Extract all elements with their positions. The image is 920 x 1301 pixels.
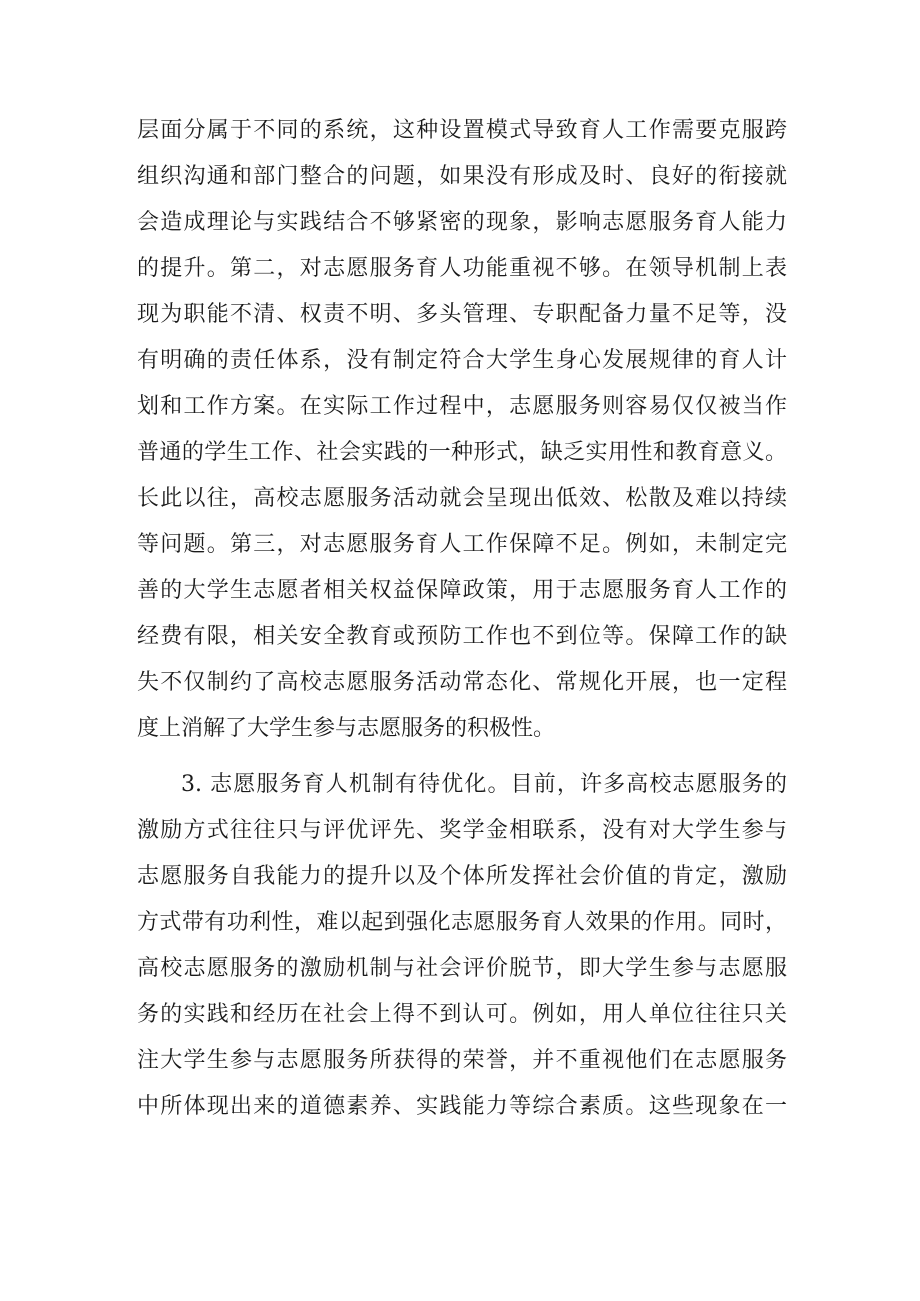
text-line: 的提升。第二，对志愿服务育人功能重视不够。在领导机制上表 (137, 256, 787, 281)
text-line: 长此以往，高校志愿服务活动就会呈现出低效、松散及难以持续 (137, 486, 787, 511)
text-line: 普通的学生工作、社会实践的一种形式，缺乏实用性和教育意义。 (137, 440, 787, 465)
text-line: 度上消解了大学生参与志愿服务的积极性。 (137, 716, 556, 741)
body-text (137, 108, 787, 1130)
text-line: 善的大学生志愿者相关权益保障政策，用于志愿服务育人工作的 (137, 578, 787, 603)
text-line: 划和工作方案。在实际工作过程中，志愿服务则容易仅仅被当作 (137, 394, 787, 419)
text-line: 等问题。第三，对志愿服务育人工作保障不足。例如，未制定完 (137, 532, 787, 557)
text-line: 中所体现出来的道德素养、实践能力等综合素质。这些现象在一 (137, 1094, 787, 1119)
paragraph-1 (137, 108, 787, 752)
text-line: 务的实践和经历在社会上得不到认可。例如，用人单位往往只关 (137, 1002, 787, 1027)
text-line: 失不仅制约了高校志愿服务活动常态化、常规化开展，也一定程 (137, 670, 787, 695)
text-line: 高校志愿服务的激励机制与社会评价脱节，即大学生参与志愿服 (137, 956, 787, 981)
text-line: 会造成理论与实践结合不够紧密的现象，影响志愿服务育人能力 (137, 210, 787, 235)
paragraph-gap (137, 752, 787, 762)
text-line: 层面分属于不同的系统，这种设置模式导致育人工作需要克服跨 (137, 118, 787, 143)
text-line: 现为职能不清、权责不明、多头管理、专职配备力量不足等，没 (137, 302, 787, 327)
text-line: 志愿服务自我能力的提升以及个体所发挥社会价值的肯定，激励 (137, 864, 787, 889)
text-line: 有明确的责任体系，没有制定符合大学生身心发展规律的育人计 (137, 348, 787, 373)
text-line: 方式带有功利性，难以起到强化志愿服务育人效果的作用。同时， (137, 910, 787, 935)
text-line: 组织沟通和部门整合的问题，如果没有形成及时、良好的衔接就 (137, 164, 787, 189)
text-line: 注大学生参与志愿服务所获得的荣誉，并不重视他们在志愿服务 (137, 1048, 787, 1073)
text-line: 3. 志愿服务育人机制有待优化。目前，许多高校志愿服务的 (181, 772, 787, 797)
text-line: 经费有限，相关安全教育或预防工作也不到位等。保障工作的缺 (137, 624, 787, 649)
paragraph-2 (137, 762, 787, 1130)
text-line: 激励方式往往只与评优评先、奖学金相联系，没有对大学生参与 (137, 818, 787, 843)
